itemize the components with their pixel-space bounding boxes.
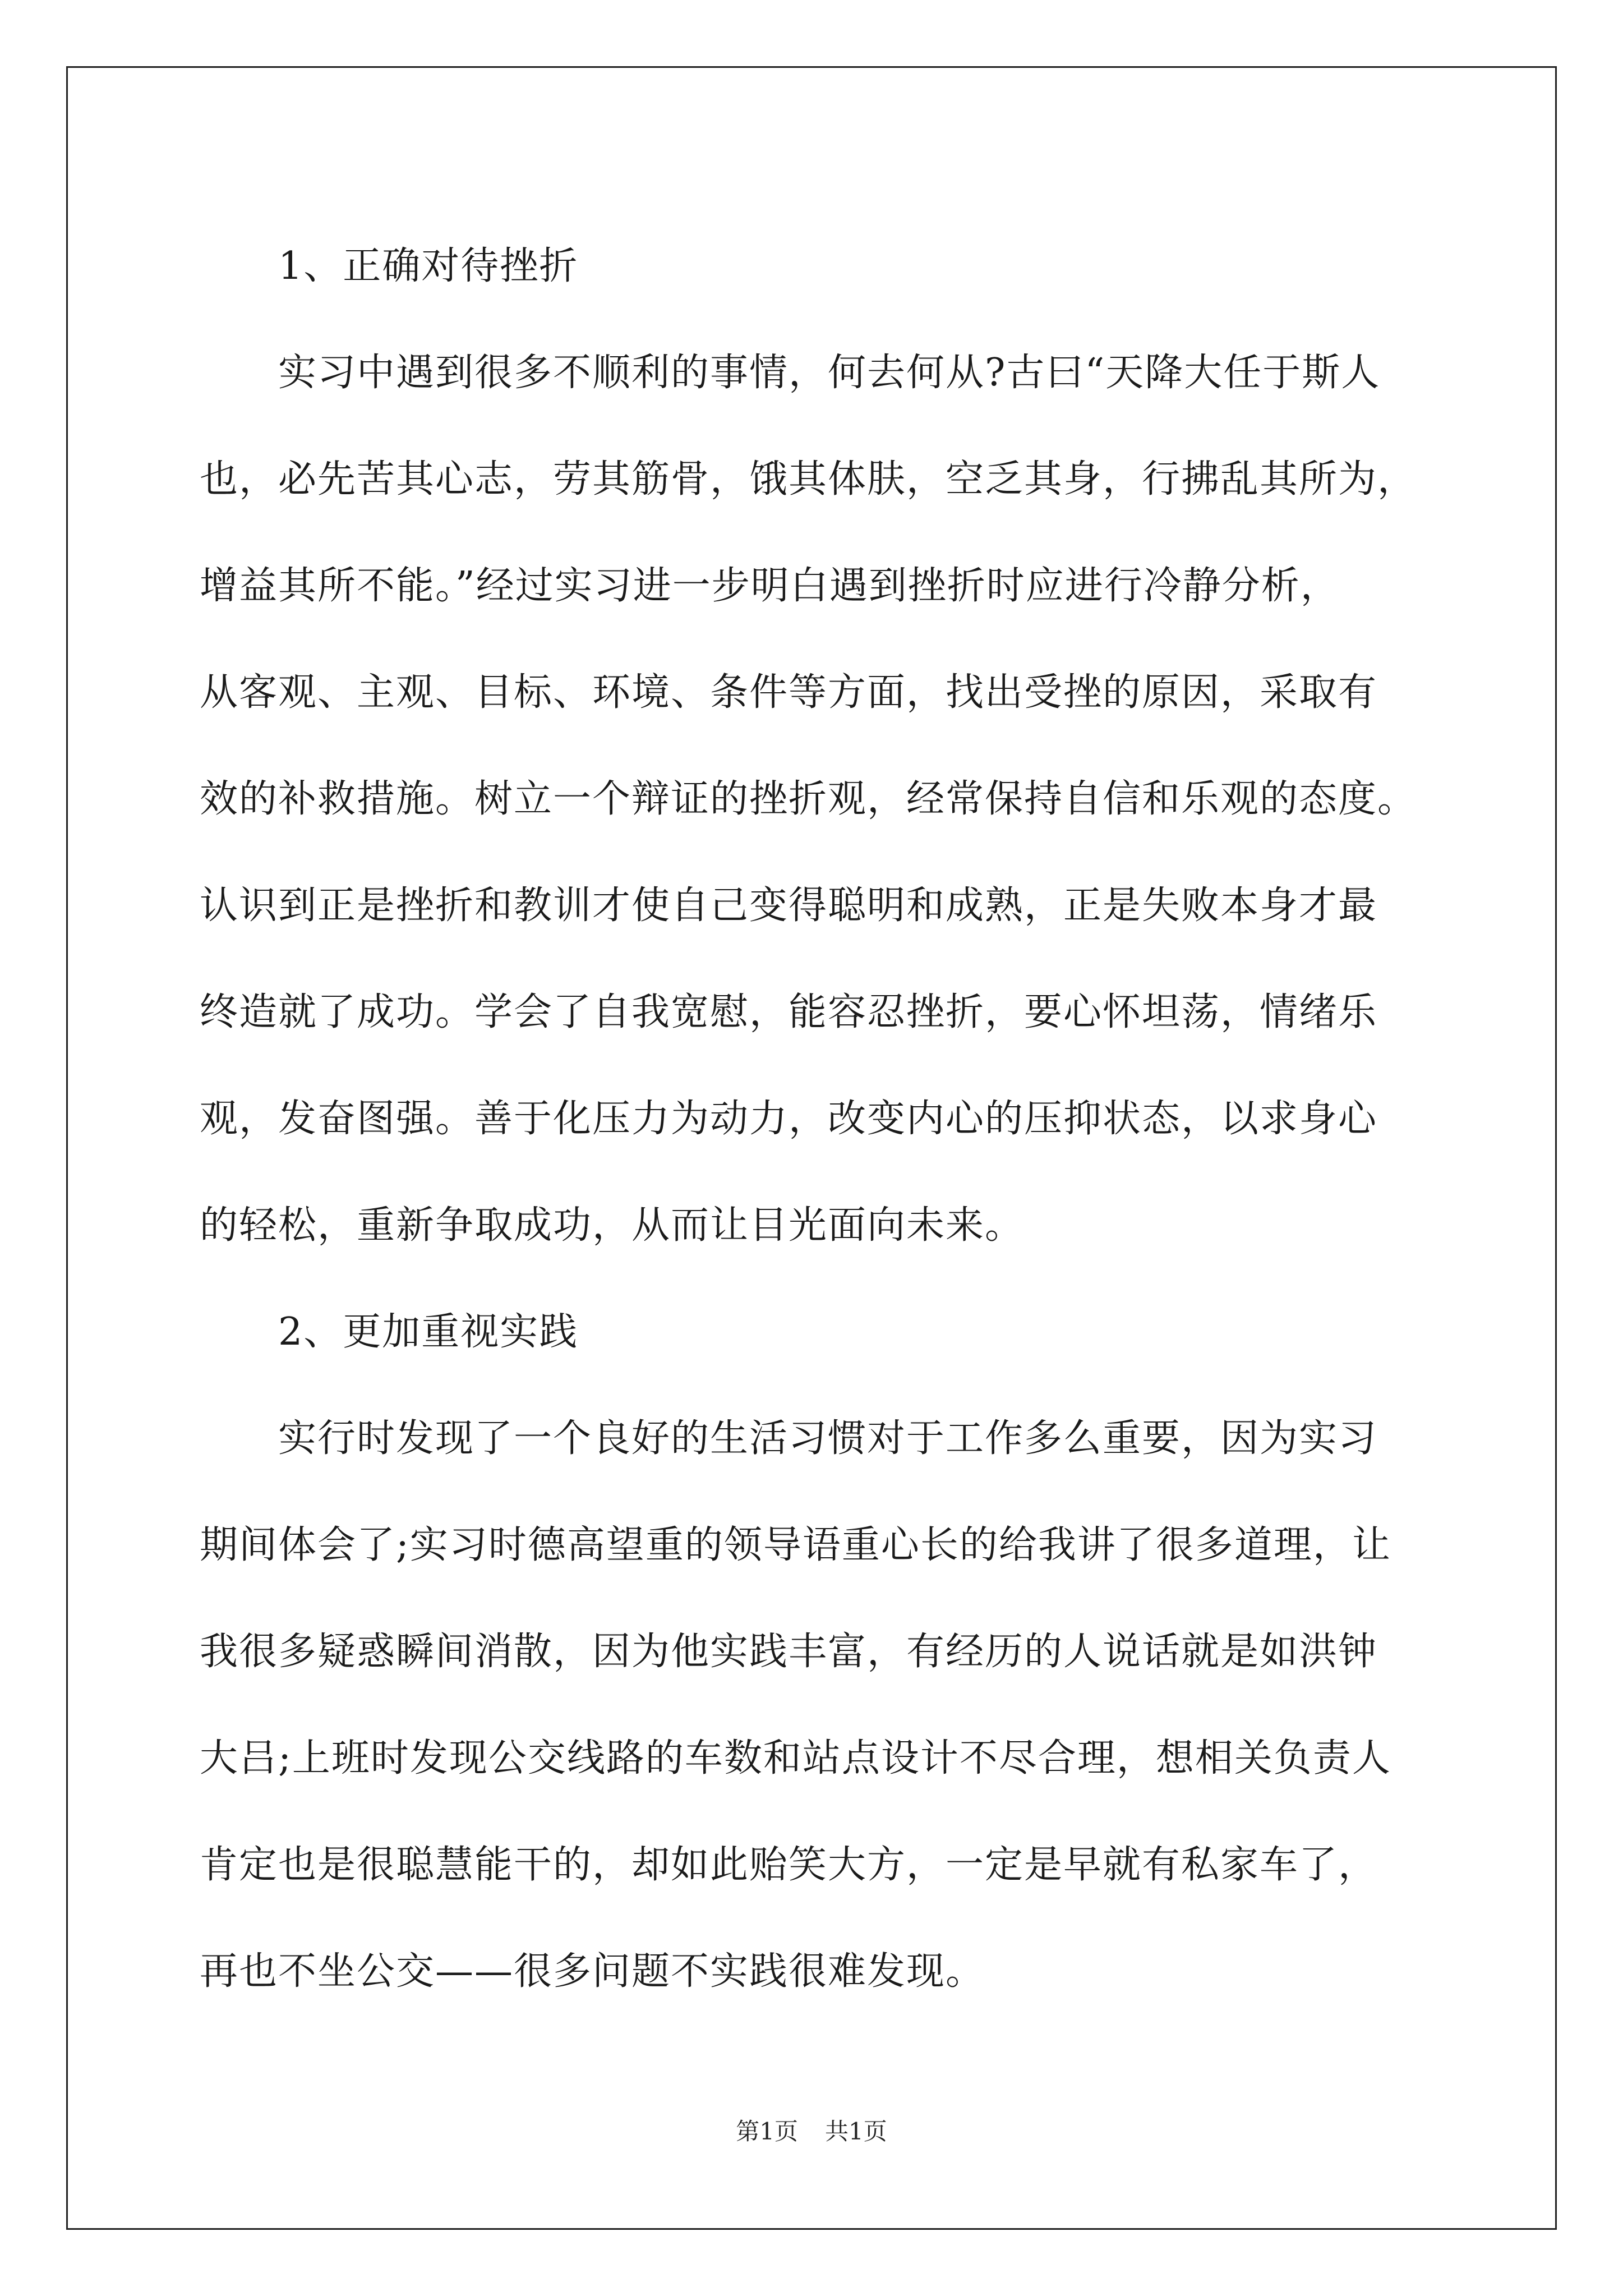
page-footer xyxy=(0,2115,1623,2148)
paragraph-line: 肯定也是很聪慧能干的，却如此贻笑大方，一定是早就有私家车了， xyxy=(200,1843,1378,1887)
section-heading: 1、正确对待挫折 xyxy=(278,244,579,288)
paragraph-line: 实习中遇到很多不顺利的事情，何去何从?古曰“天降大任于斯人 xyxy=(278,351,1381,395)
paragraph-line: 期间体会了;实习时德高望重的领导语重心长的给我讲了很多道理，让 xyxy=(200,1523,1391,1567)
paragraph-line: 大吕;上班时发现公交线路的车数和站点设计不尽合理，想相关负责人 xyxy=(200,1736,1391,1780)
paragraph-line: 也，必先苦其心志，劳其筋骨，饿其体肤，空乏其身，行拂乱其所为， xyxy=(200,457,1417,501)
paragraph-line: 认识到正是挫折和教训才使自己变得聪明和成熟，正是失败本身才最 xyxy=(200,884,1378,928)
paragraph-line: 再也不坐公交——很多问题不实践很难发现。 xyxy=(200,1949,985,1994)
section-heading: 2、更加重视实践 xyxy=(278,1310,579,1354)
page-number-total: 共1页 xyxy=(825,2118,887,2145)
paragraph-line: 终造就了成功。学会了自我宽慰，能容忍挫折，要心怀坦荡，情绪乐 xyxy=(200,990,1378,1034)
paragraph-line: 观，发奋图强。善于化压力为动力，改变内心的压抑状态，以求身心 xyxy=(200,1097,1378,1141)
paragraph-line: 的轻松，重新争取成功，从而让目光面向未来。 xyxy=(200,1203,1025,1248)
paragraph-line: 实行时发现了一个良好的生活习惯对于工作多么重要，因为实习 xyxy=(278,1416,1378,1461)
paragraph-line: 效的补救措施。树立一个辩证的挫折观，经常保持自信和乐观的态度。 xyxy=(200,777,1417,821)
page-number-current: 第1页 xyxy=(736,2118,798,2145)
paragraph-line: 从客观、主观、目标、环境、条件等方面，找出受挫的原因，采取有 xyxy=(200,670,1378,715)
document-body xyxy=(200,213,1428,2025)
paragraph-line: 我很多疑惑瞬间消散，因为他实践丰富，有经历的人说话就是如洪钟 xyxy=(200,1630,1378,1674)
paragraph-line: 增益其所不能。”经过实习进一步明白遇到挫折时应进行冷静分析， xyxy=(200,564,1340,608)
